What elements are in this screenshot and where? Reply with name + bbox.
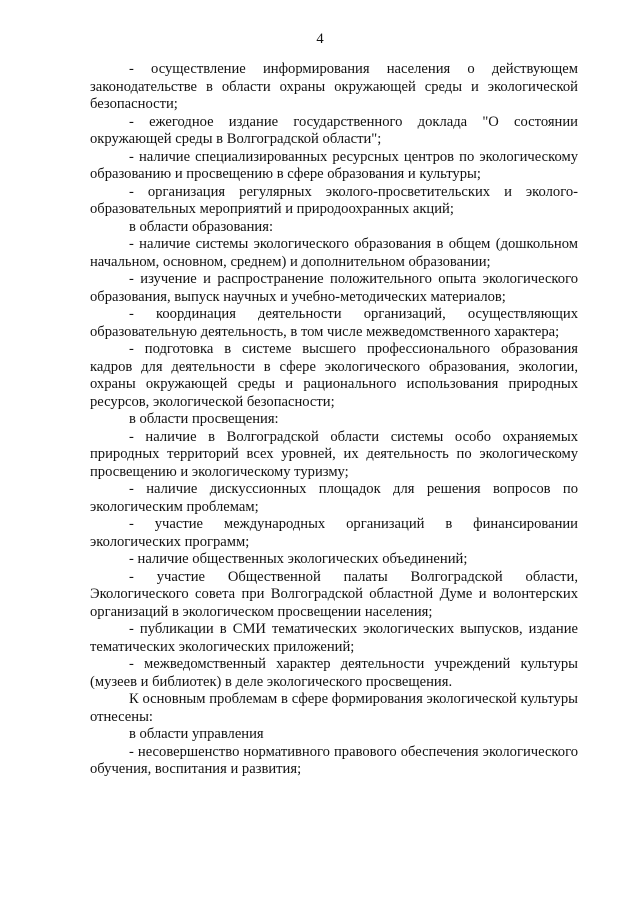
paragraph-positive-experience: - изучение и распространение положительного опыта экологического образования, выпуск научных и учебно-методических материалов; [90,271,578,305]
section-heading-management: в области управления [129,726,264,742]
paragraph-resource-centers: - наличие специализированных ресурсных центров по экологическому образованию и просвещению в сфере образования и культуры; [90,148,578,182]
paragraph-public-chamber-participation: - участие Общественной палаты Волгоградской области, Экологического совета при Волгоградской областной Думе и волонтерских организаций в экологическом просвещении населения; [90,568,578,620]
paragraph-media-publications: - публикации в СМИ тематических экологических выпусков, издание тематических экологических приложений; [90,621,578,655]
paragraph-informing-population: - осуществление информирования населения о действующем законодательстве в области охраны окружающей среды и экологической безопасности; [90,61,578,112]
paragraph-coordination: - координация деятельности организаций, осуществляющих образовательную деятельность, в том числе межведомственного характера; [90,306,578,340]
page-number: 4 [316,31,324,47]
document-body [90,61,578,779]
paragraph-protected-areas: - наличие в Волгоградской области системы особо охраняемых природных территорий всех уровней, их деятельность по экологическому просвещению и экологическому туризму; [90,428,578,480]
paragraph-main-problems-intro: К основным проблемам в сфере формирования экологической культуры отнесены: [90,691,578,725]
paragraph-international-organizations: - участие международных организаций в финансировании экологических программ; [90,516,578,550]
paragraph-regulatory-imperfection: - несовершенство нормативного правового обеспечения экологического обучения, воспитания и развития; [90,743,578,777]
paragraph-annual-report: - ежегодное издание государственного доклада "О состоянии окружающей среды в Волгоградской области"; [90,113,578,147]
paragraph-education-system: - наличие системы экологического образования в общем (дошкольном начальном, основном, среднем) и дополнительном образовании; [90,236,578,270]
paragraph-higher-education-training: - подготовка в системе высшего профессионального образования кадров для деятельности в сфере экологического образования, экологии, охраны окружающей среды и рационального использования природных ресурсов, экологической безопасности; [90,341,578,410]
paragraph-culture-institutions: - межведомственный характер деятельности учреждений культуры (музеев и библиотек) в деле экологического просвещения. [90,656,578,690]
section-heading-education: в области образования: [129,218,274,235]
paragraph-regular-events: - организация регулярных эколого-просветительских и эколого-образовательных мероприятий и природоохранных акций; [90,183,578,217]
paragraph-public-associations: - наличие общественных экологических объединений; [129,551,468,567]
section-heading-enlightenment: в области просвещения: [129,411,279,427]
paragraph-discussion-platforms: - наличие дискуссионных площадок для решения вопросов по экологическим проблемам; [90,481,578,515]
